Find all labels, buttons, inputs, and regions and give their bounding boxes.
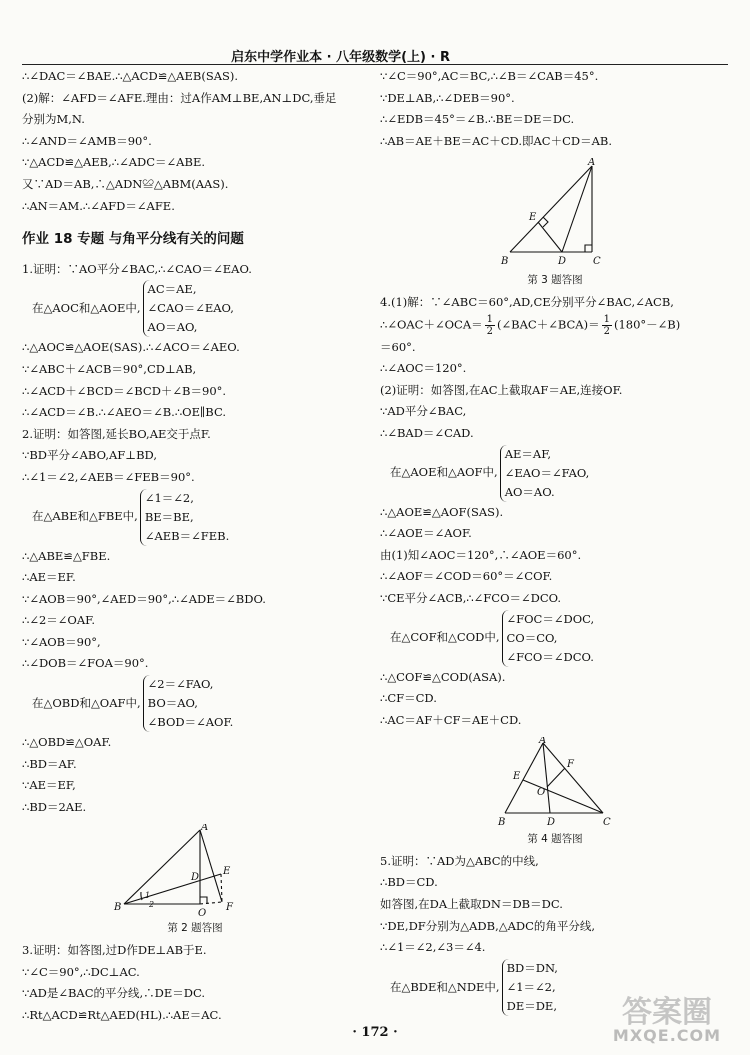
- equation-system: [22, 675, 368, 732]
- text-line: 由(1)知∠AOC＝120°,∴∠AOE＝60°.: [380, 547, 582, 562]
- system-row: AC＝AE,: [147, 282, 197, 297]
- equation-system: [22, 489, 368, 546]
- text-line: ∴Rt△ACD≌Rt△AED(HL).∴AE＝AC.: [22, 1007, 222, 1022]
- label-f: F: [567, 759, 574, 771]
- text-line: ∴△COF≌△COD(ASA).: [380, 669, 506, 684]
- fraction-half: [485, 314, 495, 337]
- text-line: ∵∠C＝90°,∴DC⊥AC.: [22, 964, 140, 979]
- figure-2-caption: 第 2 题答图: [167, 922, 223, 935]
- label-d: D: [191, 872, 200, 884]
- label-d: D: [558, 256, 567, 268]
- expr-part: ∴∠OAC＋∠OCA＝: [380, 317, 483, 332]
- label-o: O: [537, 787, 546, 799]
- system-prefix: 在△BDE和△NDE中,: [390, 979, 500, 994]
- segment-af: [200, 830, 222, 902]
- expr-part: (180°－∠B): [613, 317, 681, 332]
- system-row: ∠1＝∠2,: [144, 490, 194, 505]
- right-angle-mark-c: [585, 245, 592, 252]
- text-line: ∵AE＝EF,: [22, 778, 76, 793]
- label-c: C: [593, 256, 601, 268]
- figure-4-caption: 第 4 题答图: [527, 833, 583, 846]
- equation-system: [22, 280, 368, 337]
- text-line: ∴∠AOF＝∠COD＝60°＝∠COF.: [380, 569, 553, 584]
- system-row: ∠AEB＝∠FEB.: [144, 528, 230, 543]
- label-angle-1: 1: [145, 891, 151, 901]
- system-row: ∠FOC＝∠DOC,: [506, 611, 595, 626]
- text-line: ∵CE平分∠ACB,∴∠FCO＝∠DCO.: [380, 590, 562, 605]
- page-header: [0, 8, 750, 65]
- text-line: ∵DE⊥AB,∴∠DEB＝90°.: [380, 90, 515, 105]
- brace-group: [502, 959, 558, 1016]
- system-prefix: 在△AOE和△AOF中,: [390, 465, 498, 480]
- header-title: 启东中学作业本 · 八年级数学(上) · R: [231, 50, 450, 65]
- brace-group: [502, 610, 595, 667]
- label-e: E: [513, 771, 521, 783]
- text-line: ∴AE＝EF.: [22, 570, 76, 585]
- problem-4-line: 4.(1)解：∵∠ABC＝60°,AD,CE分别平分∠BAC,∠ACB,: [380, 294, 674, 309]
- text-line: ∴BD＝AF.: [22, 756, 77, 771]
- label-b: B: [114, 902, 122, 914]
- system-row: AE＝AF,: [504, 446, 552, 461]
- problem-5-line: 5.证明：∵AD为△ABC的中线,: [380, 853, 539, 868]
- text-line: 分别为M,N.: [22, 112, 85, 127]
- label-a: A: [539, 737, 547, 747]
- system-row: AO＝AO.: [504, 484, 555, 499]
- segment-ad: [543, 743, 550, 813]
- figure-4-diagram: [495, 737, 615, 827]
- text-line: ∵∠C＝90°,AC＝BC,∴∠B＝∠CAB＝45°.: [380, 69, 599, 83]
- text-line: ∴∠ACD＋∠BCD＝∠BCD＋∠B＝90°.: [22, 383, 227, 398]
- fraction-numerator: 1: [486, 313, 494, 325]
- watermark: [602, 987, 732, 1045]
- watermark-text: MXQE.COM: [612, 1026, 722, 1045]
- brace-group: [500, 445, 590, 502]
- fraction-denominator: 2: [603, 325, 610, 337]
- header-rule: [22, 64, 728, 65]
- figure-2-diagram: [110, 824, 280, 916]
- text-line: ∴CF＝CD.: [380, 691, 437, 706]
- brace-group: [140, 489, 229, 546]
- text-line: ∴∠AOE＝∠AOF.: [380, 526, 472, 541]
- label-b: B: [501, 256, 509, 268]
- text-line: ＝60°.: [380, 339, 416, 354]
- segment-de: [538, 222, 562, 252]
- label-e: E: [529, 212, 537, 224]
- system-row: BE＝BE,: [144, 509, 194, 524]
- system-row: DE＝DE,: [506, 998, 557, 1013]
- fraction-half: [602, 314, 612, 337]
- brace-group: [143, 280, 234, 337]
- fraction-numerator: 1: [603, 313, 610, 325]
- system-row: ∠BOD＝∠AOF.: [147, 715, 234, 730]
- text-line: ∵AD平分∠BAC,: [380, 404, 467, 419]
- text-line: ∵∠AOB＝90°,: [22, 634, 101, 649]
- text-line: ∴AC＝AF＋CF＝AE＋CD.: [380, 712, 522, 727]
- brace-group: [143, 675, 234, 732]
- system-row: BO＝AO,: [147, 696, 198, 711]
- system-row: ∠EAO＝∠FAO,: [504, 465, 590, 480]
- problem-2-line: 2.证明：如答图,延长BO,AE交于点F.: [22, 426, 211, 441]
- segment-ab: [124, 830, 200, 904]
- label-d: D: [547, 817, 556, 828]
- figure-3-diagram: [500, 158, 610, 268]
- text-line: ∴BD＝CD.: [380, 875, 438, 890]
- text-line: ∴∠DOB＝∠FOA＝90°.: [22, 656, 149, 671]
- text-line: ∴△OBD≌△OAF.: [22, 735, 112, 750]
- text-line: ∴∠DAC＝∠BAE.∴△ACD≌△AEB(SAS).: [22, 69, 239, 83]
- label-e: E: [223, 866, 231, 878]
- label-a: A: [201, 824, 209, 834]
- label-angle-2: 2: [149, 900, 155, 910]
- text-line: 如答图,在DA上截取DN＝DB＝DC.: [380, 897, 563, 912]
- system-prefix: 在△OBD和△OAF中,: [32, 695, 141, 710]
- text-line: ∵∠ABC＋∠ACB＝90°,CD⊥AB,: [22, 361, 197, 376]
- page-number: · 172 ·: [352, 1025, 398, 1040]
- expr-part: (∠BAC＋∠BCA)＝: [497, 317, 600, 332]
- system-prefix: 在△AOC和△AOE中,: [32, 301, 141, 316]
- segment-ad: [562, 166, 592, 252]
- text-line: ∴△ABE≌△FBE.: [22, 548, 111, 563]
- text-line: ∴AB＝AE＋BE＝AC＋CD.即AC＋CD＝AB.: [380, 133, 613, 148]
- text-line: ∴∠2＝∠OAF.: [22, 613, 95, 628]
- system-row: ∠CAO＝∠EAO,: [147, 301, 234, 316]
- text-line: ∴∠1＝∠2,∠3＝∠4.: [380, 940, 486, 955]
- text-line: ∵DE,DF分别为△ADB,△ADC的角平分线,: [380, 918, 596, 933]
- text-line: ∴∠AOC＝120°.: [380, 361, 467, 376]
- problem-1-line: 1.证明：∵AO平分∠BAC,∴∠CAO＝∠EAO.: [22, 261, 252, 276]
- text-line: ∵△ACD≌△AEB,∴∠ADC＝∠ABE.: [22, 155, 205, 170]
- equation-system: [380, 610, 730, 667]
- system-row: AO＝AO,: [147, 320, 198, 335]
- segment-of: [200, 902, 222, 904]
- segment-ac: [543, 743, 603, 813]
- text-line: 又∵AD＝AB,∴△ADN≌△ABM(AAS).: [22, 176, 229, 191]
- system-prefix: 在△COF和△COD中,: [390, 630, 500, 645]
- text-line: ∴∠1＝∠2,∠AEB＝∠FEB＝90°.: [22, 469, 195, 484]
- angle-arc: [141, 892, 142, 900]
- segment-ce: [523, 780, 603, 813]
- text-line: ∴∠AND＝∠AMB＝90°.: [22, 133, 152, 148]
- text-line: ∴∠BAD＝∠CAD.: [380, 425, 474, 440]
- text-line: ∴△AOE≌△AOF(SAS).: [380, 504, 504, 519]
- text-line: [380, 314, 730, 337]
- section-title: 作业 18 专题 与角平分线有关的问题: [22, 231, 244, 248]
- label-a: A: [588, 158, 596, 169]
- problem-3-line: 3.证明：如答图,过D作DE⊥AB于E.: [22, 943, 207, 958]
- segment-ab: [505, 743, 546, 813]
- watermark-logo: 答案圈: [622, 995, 712, 1030]
- system-row: ∠1＝∠2,: [506, 979, 556, 994]
- figure-3-caption: 第 3 题答图: [527, 274, 583, 287]
- system-row: BD＝DN,: [506, 960, 558, 975]
- right-column: [380, 66, 730, 1016]
- text-line: ∴∠EDB＝45°＝∠B.∴BE＝DE＝DC.: [380, 112, 575, 127]
- system-row: ∠FCO＝∠DCO.: [506, 649, 594, 664]
- text-line: ∴∠ACD＝∠B.∴∠AEO＝∠B.∴OE∥BC.: [22, 405, 227, 420]
- label-o: O: [198, 908, 207, 917]
- system-row: ∠2＝∠FAO,: [147, 677, 214, 692]
- text-line: ∴BD＝2AE.: [22, 799, 87, 814]
- text-line: ∵AD是∠BAC的平分线,∴DE＝DC.: [22, 986, 206, 1001]
- text-line: (2)解：∠AFD＝∠AFE.理由：过A作AM⊥BE,AN⊥DC,垂足: [22, 90, 337, 105]
- text-line: ∵∠AOB＝90°,∠AED＝90°,∴∠ADE＝∠BDO.: [22, 591, 266, 606]
- label-f: F: [226, 902, 233, 914]
- system-row: CO＝CO,: [506, 630, 558, 645]
- segment-of: [547, 768, 565, 787]
- system-prefix: 在△ABE和△FBE中,: [32, 509, 138, 524]
- text-line: ∵BD平分∠ABO,AF⊥BD,: [22, 448, 158, 463]
- right-angle-mark-e: [543, 217, 548, 227]
- label-c: C: [603, 817, 611, 828]
- label-b: B: [498, 817, 506, 828]
- text-line: ∴△AOC≌△AOE(SAS).∴∠ACO＝∠AEO.: [22, 340, 240, 355]
- text-line: ∴AN＝AM.∴∠AFD＝∠AFE.: [22, 198, 175, 213]
- text-line: (2)证明：如答图,在AC上截取AF＝AE,连接OF.: [380, 382, 623, 397]
- fraction-denominator: 2: [486, 325, 494, 337]
- left-column: [22, 66, 368, 1026]
- equation-system: [380, 445, 730, 502]
